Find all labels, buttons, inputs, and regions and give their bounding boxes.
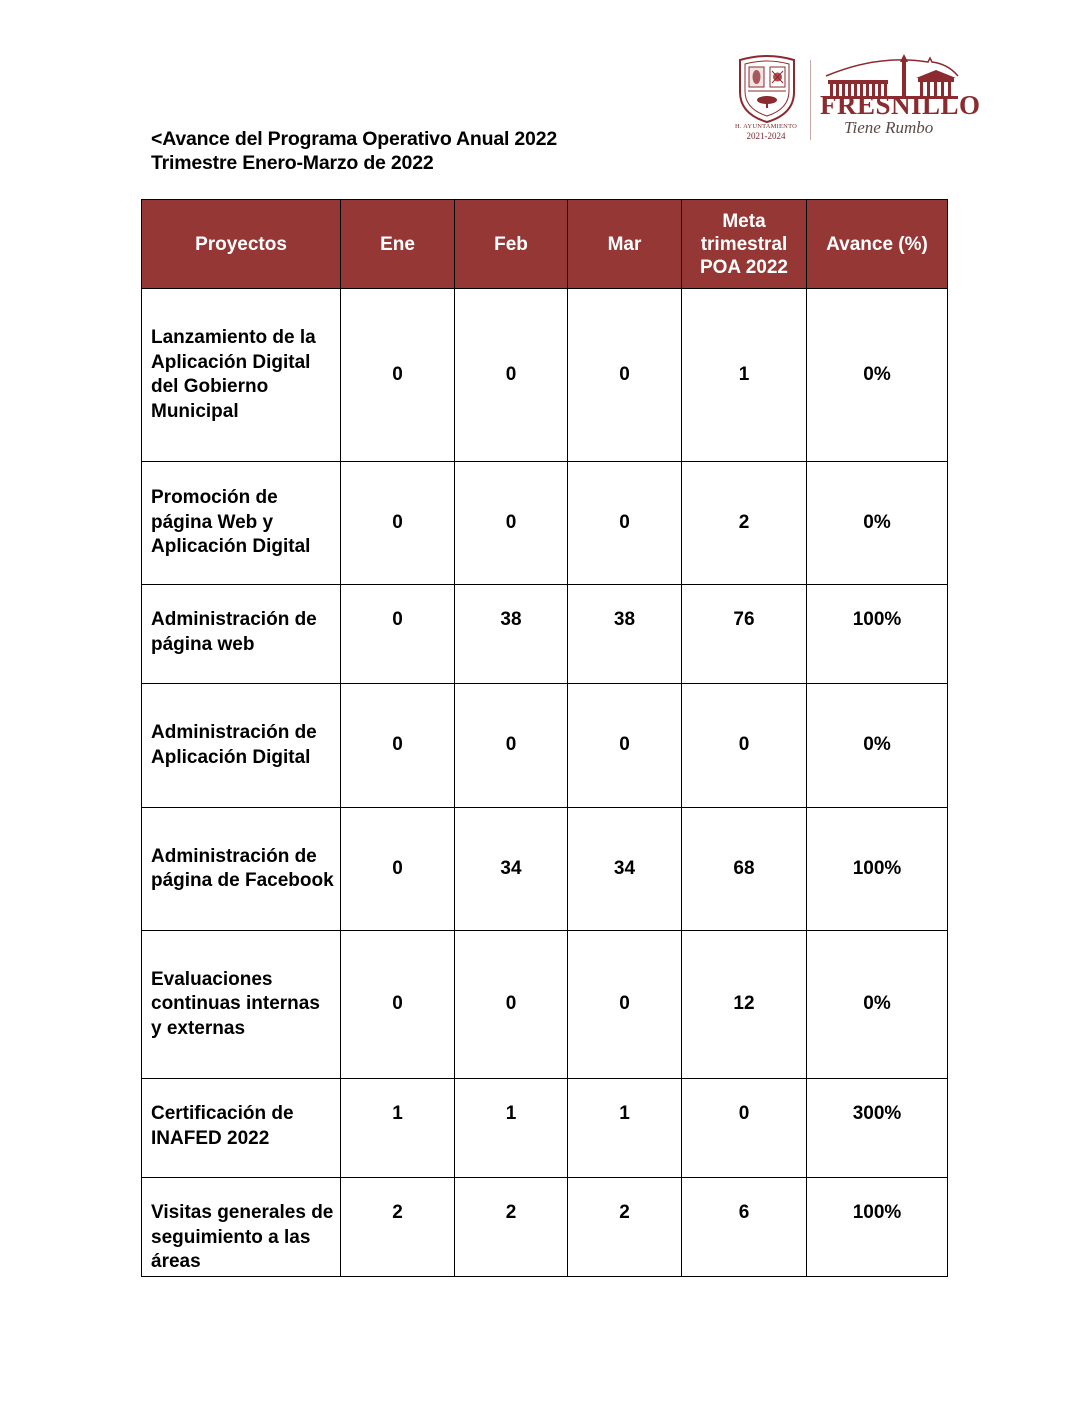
cell-meta: 0 xyxy=(682,684,807,808)
header-proyectos: Proyectos xyxy=(142,200,341,289)
cell-avance: 0% xyxy=(807,462,948,585)
cell-ene: 0 xyxy=(341,684,455,808)
title-line-2: Trimestre Enero-Marzo de 2022 xyxy=(151,152,434,174)
cell-feb: 0 xyxy=(455,289,568,462)
table-header-row xyxy=(142,200,948,289)
municipal-crest-icon xyxy=(736,54,798,124)
city-name: FRESNILLO xyxy=(820,90,981,120)
poa-progress-table xyxy=(141,199,948,1277)
cell-avance: 0% xyxy=(807,931,948,1079)
cell-proyecto: Evaluaciones continuas internas y externas xyxy=(142,931,341,1079)
cell-feb: 0 xyxy=(455,684,568,808)
table-row xyxy=(142,289,948,462)
cell-proyecto: Visitas generales de seguimiento a las áreas xyxy=(142,1178,341,1277)
cell-proyecto: Lanzamiento de la Aplicación Digital del Gobierno Municipal xyxy=(142,289,341,462)
cell-mar: 1 xyxy=(568,1079,682,1178)
cell-meta: 76 xyxy=(682,585,807,684)
header-feb: Feb xyxy=(455,200,568,289)
header-logos xyxy=(732,50,981,146)
cell-proyecto: Promoción de página Web y Aplicación Digital xyxy=(142,462,341,585)
cell-avance: 100% xyxy=(807,585,948,684)
header-meta-trimestral: Meta trimestral POA 2022 xyxy=(682,200,807,289)
cell-meta: 12 xyxy=(682,931,807,1079)
crest-caption-title: H. AYUNTAMIENTO xyxy=(734,123,798,130)
cell-ene: 0 xyxy=(341,808,455,931)
cell-meta: 0 xyxy=(682,1079,807,1178)
cell-meta: 6 xyxy=(682,1178,807,1277)
cell-ene: 0 xyxy=(341,585,455,684)
city-tagline: Tiene Rumbo xyxy=(844,118,934,137)
table-row xyxy=(142,585,948,684)
header-avance: Avance (%) xyxy=(807,200,948,289)
cell-meta: 2 xyxy=(682,462,807,585)
table-row xyxy=(142,462,948,585)
table-row xyxy=(142,808,948,931)
cell-feb: 38 xyxy=(455,585,568,684)
cell-mar: 0 xyxy=(568,684,682,808)
cell-ene: 0 xyxy=(341,289,455,462)
cell-avance: 100% xyxy=(807,808,948,931)
table-row xyxy=(142,684,948,808)
table-row xyxy=(142,1178,948,1277)
cell-avance: 0% xyxy=(807,684,948,808)
logo-divider xyxy=(810,60,811,140)
cell-meta: 68 xyxy=(682,808,807,931)
cell-meta: 1 xyxy=(682,289,807,462)
header-ene: Ene xyxy=(341,200,455,289)
crest-caption xyxy=(726,122,806,141)
cell-ene: 2 xyxy=(341,1178,455,1277)
cell-proyecto: Administración de página web xyxy=(142,585,341,684)
cell-ene: 1 xyxy=(341,1079,455,1178)
header-mar: Mar xyxy=(568,200,682,289)
cell-proyecto: Certificación de INAFED 2022 xyxy=(142,1079,341,1178)
cell-proyecto: Administración de página de Facebook xyxy=(142,808,341,931)
title-line-1: <Avance del Programa Operativo Anual 2022 xyxy=(151,128,557,150)
cell-avance: 300% xyxy=(807,1079,948,1178)
cell-ene: 0 xyxy=(341,931,455,1079)
cell-mar: 0 xyxy=(568,289,682,462)
table-row xyxy=(142,1079,948,1178)
cell-mar: 0 xyxy=(568,462,682,585)
crest-caption-years: 2021-2024 xyxy=(746,131,786,141)
cell-ene: 0 xyxy=(341,462,455,585)
table-row xyxy=(142,931,948,1079)
cell-feb: 34 xyxy=(455,808,568,931)
document-title xyxy=(151,127,557,175)
cell-avance: 0% xyxy=(807,289,948,462)
cell-feb: 2 xyxy=(455,1178,568,1277)
cell-mar: 2 xyxy=(568,1178,682,1277)
cell-proyecto: Administración de Aplicación Digital xyxy=(142,684,341,808)
cell-avance: 100% xyxy=(807,1178,948,1277)
cell-mar: 38 xyxy=(568,585,682,684)
cell-mar: 0 xyxy=(568,931,682,1079)
cell-feb: 0 xyxy=(455,931,568,1079)
cell-mar: 34 xyxy=(568,808,682,931)
cell-feb: 1 xyxy=(455,1079,568,1178)
cell-feb: 0 xyxy=(455,462,568,585)
